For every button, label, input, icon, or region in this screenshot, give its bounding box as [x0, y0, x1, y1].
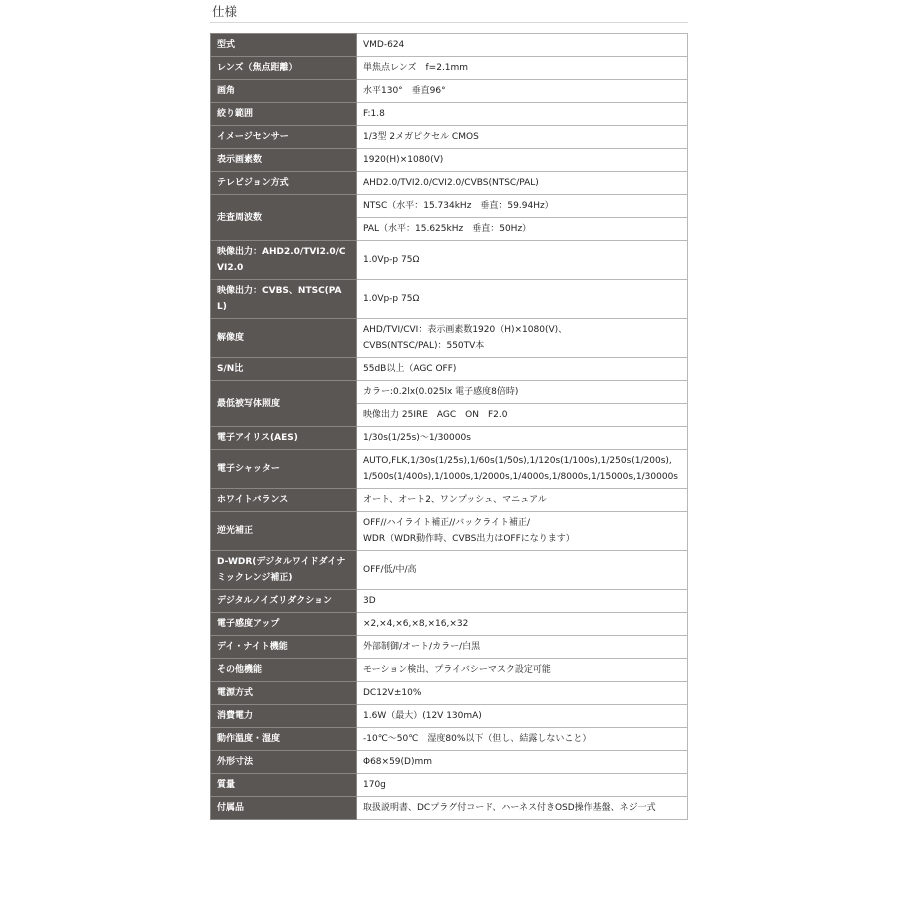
spec-value: AHD2.0/TVI2.0/CVI2.0/CVBS(NTSC/PAL) — [357, 172, 688, 195]
spec-value: 3D — [357, 590, 688, 613]
spec-value: AHD/TVI/CVI：表示画素数1920（H)×1080(V)、 CVBS(NTSC/PAL)：550TV本 — [357, 319, 688, 358]
spec-label: 最低被写体照度 — [211, 381, 357, 427]
table-row — [211, 728, 688, 751]
spec-label: ホワイトバランス — [211, 489, 357, 512]
spec-value: 1/3型 2メガピクセル CMOS — [357, 126, 688, 149]
spec-value: F:1.8 — [357, 103, 688, 126]
table-row — [211, 280, 688, 319]
table-row — [211, 659, 688, 682]
table-row — [211, 489, 688, 512]
table-row — [211, 319, 688, 358]
spec-value: 1.0Vp-p 75Ω — [357, 280, 688, 319]
spec-value: 55dB以上（AGC OFF) — [357, 358, 688, 381]
spec-value: 取扱説明書、DCプラグ付コード、ハーネス付きOSD操作基盤、ネジ一式 — [357, 797, 688, 820]
spec-value: 1.0Vp-p 75Ω — [357, 241, 688, 280]
spec-label: 質量 — [211, 774, 357, 797]
spec-table — [210, 33, 688, 820]
spec-value: Φ68×59(D)mm — [357, 751, 688, 774]
spec-value: 1/30s(1/25s)～1/30000s — [357, 427, 688, 450]
page-title: 仕様 — [212, 4, 238, 19]
table-row — [211, 450, 688, 489]
table-row — [211, 797, 688, 820]
spec-value: AUTO,FLK,1/30s(1/25s),1/60s(1/50s),1/120s(1/100s),1/250s(1/200s), 1/500s(1/400s),1/1000s,1/2000s,1/4000s,1/8000s,1/15000s,1/30000s — [357, 450, 688, 489]
spec-label: 消費電力 — [211, 705, 357, 728]
spec-label: レンズ（焦点距離） — [211, 57, 357, 80]
spec-value: VMD-624 — [357, 34, 688, 57]
spec-value: 外部制御/オート/カラー/白黒 — [357, 636, 688, 659]
spec-value: PAL（水平：15.625kHz 垂直：50Hz） — [357, 218, 688, 241]
spec-label: 付属品 — [211, 797, 357, 820]
table-row — [211, 57, 688, 80]
spec-value: 単焦点レンズ f=2.1mm — [357, 57, 688, 80]
spec-value: -10℃～50℃ 湿度80%以下（但し、結露しないこと） — [357, 728, 688, 751]
spec-label: 映像出力：AHD2.0/TVI2.0/CVI2.0 — [211, 241, 357, 280]
spec-label: 電子シャッター — [211, 450, 357, 489]
table-row — [211, 358, 688, 381]
section-header — [210, 0, 688, 23]
spec-label: 画角 — [211, 80, 357, 103]
spec-label: 動作温度・湿度 — [211, 728, 357, 751]
table-row — [211, 705, 688, 728]
spec-value: 1920(H)×1080(V) — [357, 149, 688, 172]
spec-value: NTSC（水平：15.734kHz 垂直：59.94Hz） — [357, 195, 688, 218]
spec-value: オート、オート2、ワンプッシュ、マニュアル — [357, 489, 688, 512]
spec-label: 外形寸法 — [211, 751, 357, 774]
table-row — [211, 381, 688, 404]
spec-value: OFF/低/中/高 — [357, 551, 688, 590]
spec-value: 170g — [357, 774, 688, 797]
spec-label: D-WDR(デジタルワイドダイナミックレンジ補正) — [211, 551, 357, 590]
spec-value: ×2,×4,×6,×8,×16,×32 — [357, 613, 688, 636]
spec-label: 絞り範囲 — [211, 103, 357, 126]
spec-label: 解像度 — [211, 319, 357, 358]
spec-value: カラー:0.2lx(0.025lx 電子感度8倍時) — [357, 381, 688, 404]
spec-value: 1.6W（最大）(12V 130mA) — [357, 705, 688, 728]
table-row — [211, 613, 688, 636]
spec-label: イメージセンサー — [211, 126, 357, 149]
spec-label: 逆光補正 — [211, 512, 357, 551]
spec-value: DC12V±10% — [357, 682, 688, 705]
table-row — [211, 751, 688, 774]
table-row — [211, 149, 688, 172]
table-row — [211, 512, 688, 551]
spec-label: 走査周波数 — [211, 195, 357, 241]
table-row — [211, 80, 688, 103]
spec-label: S/N比 — [211, 358, 357, 381]
table-row — [211, 590, 688, 613]
spec-value: OFF//ハイライト補正//バックライト補正/ WDR（WDR動作時、CVBS出力はOFFになります） — [357, 512, 688, 551]
spec-label: 映像出力：CVBS、NTSC(PAL) — [211, 280, 357, 319]
spec-value: 映像出力 25IRE AGC ON F2.0 — [357, 404, 688, 427]
spec-table-body — [211, 34, 688, 820]
table-row — [211, 34, 688, 57]
table-row — [211, 682, 688, 705]
table-row — [211, 636, 688, 659]
table-row — [211, 774, 688, 797]
spec-label: テレビジョン方式 — [211, 172, 357, 195]
spec-label: 電子感度アップ — [211, 613, 357, 636]
table-row — [211, 103, 688, 126]
table-row — [211, 195, 688, 218]
spec-label: 表示画素数 — [211, 149, 357, 172]
spec-value: 水平130° 垂直96° — [357, 80, 688, 103]
spec-label: 電子アイリス(AES) — [211, 427, 357, 450]
spec-value: モーション検出、プライバシーマスク設定可能 — [357, 659, 688, 682]
spec-label: 型式 — [211, 34, 357, 57]
spec-label: デイ・ナイト機能 — [211, 636, 357, 659]
spec-label: 電源方式 — [211, 682, 357, 705]
spec-label: その他機能 — [211, 659, 357, 682]
table-row — [211, 551, 688, 590]
table-row — [211, 172, 688, 195]
table-row — [211, 126, 688, 149]
table-row — [211, 241, 688, 280]
table-row — [211, 427, 688, 450]
spec-label: デジタルノイズリダクション — [211, 590, 357, 613]
